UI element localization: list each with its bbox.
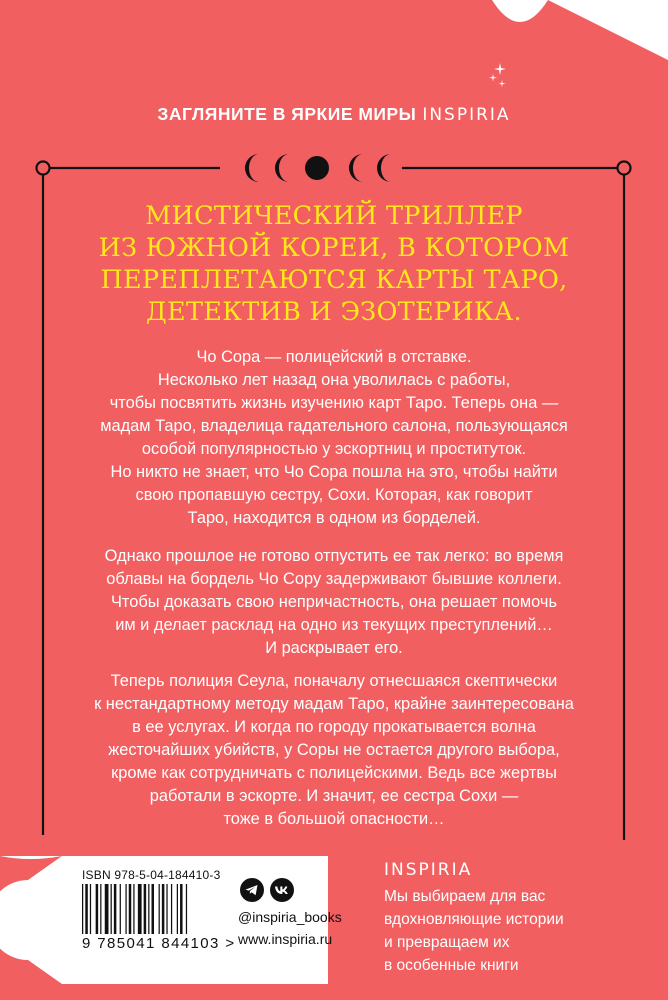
tagline-line: ПЕРЕПЛЕТАЮТСЯ КАРТЫ ТАРО, xyxy=(100,265,568,295)
text-line: облавы на бордель Чо Сору задерживают бывшие коллеги. xyxy=(106,570,562,588)
tagline xyxy=(60,200,608,328)
text-line: Несколько лет назад она уволилась с работы, xyxy=(157,371,511,389)
full-moon-icon xyxy=(305,156,329,180)
text-line: работали в эскорте. И значит, ее сестра Сохи — xyxy=(149,787,519,805)
barcode-bars xyxy=(82,884,228,934)
barcode-bar xyxy=(114,884,117,934)
series-header-brand: INSPIRIA xyxy=(422,105,511,125)
barcode-bar xyxy=(129,884,132,934)
tagline-line: МИСТИЧЕСКИЙ ТРИЛЛЕР xyxy=(145,201,523,231)
text-line: Но никто не знает, что Чо Сора пошла на это, чтобы найти xyxy=(110,463,558,481)
synopsis-paragraph-3 xyxy=(60,670,608,831)
barcode-bar xyxy=(152,884,155,934)
series-header-text: ЗАГЛЯНИТЕ В ЯРКИЕ МИРЫ xyxy=(157,104,417,124)
slogan-line: в особенные книги xyxy=(384,957,519,974)
barcode-bar xyxy=(180,884,183,934)
text-line: И раскрывает его. xyxy=(265,639,403,657)
barcode-bar xyxy=(125,884,126,934)
text-line: Чтобы доказать свою непричастность, она решает помочь xyxy=(110,593,558,611)
barcode-bar xyxy=(120,884,121,934)
slogan-line: и превращаем их xyxy=(384,934,510,951)
slogan-line: Мы выбираем для вас xyxy=(384,888,546,905)
text-line: свою пропавшую сестру, Сохи. Которая, как говорит xyxy=(135,486,533,504)
frame-knot-right xyxy=(618,162,631,175)
text-line: Однако прошлое не готово отпустить ее так легко: во время xyxy=(104,547,564,565)
barcode-bar xyxy=(138,884,142,934)
text-line: Чо Сора — полицейский в отставке. xyxy=(196,348,472,366)
text-line: в ее услугах. И когда по городу прокатывается волна xyxy=(132,718,536,736)
text-line: жесточайших убийств, у Соры не остается другого выбора, xyxy=(108,741,560,759)
barcode-bar xyxy=(100,884,101,934)
frame-knot-left xyxy=(37,162,50,175)
publisher-slogan xyxy=(384,885,644,977)
barcode-bar xyxy=(96,884,99,934)
publisher-brand: INSPIRIA xyxy=(384,860,473,880)
barcode-bar xyxy=(90,884,91,934)
barcode-bar xyxy=(82,884,83,934)
barcode-bar xyxy=(85,884,88,934)
barcode-bar xyxy=(166,884,167,934)
barcode-bar xyxy=(105,884,109,934)
telegram-icon[interactable] xyxy=(240,878,264,902)
crescent-moon-icon xyxy=(349,154,363,182)
crescent-moon-icon xyxy=(275,154,289,182)
barcode-digits: 9 785041 844103 > xyxy=(82,935,236,952)
tagline-line: ДЕТЕКТИВ И ЭЗОТЕРИКА. xyxy=(146,297,522,327)
barcode-bar xyxy=(111,884,112,934)
text-line: особой популярностью у эскортниц и проституток. xyxy=(141,440,527,458)
crescent-moon-icon xyxy=(377,154,391,182)
text-line: Таро, находится в одном из борделей. xyxy=(187,509,481,527)
text-line: им и делает расклад на одно из текущих преступлений… xyxy=(115,616,553,634)
barcode-bar xyxy=(171,884,172,934)
synopsis-paragraph-1 xyxy=(60,346,608,530)
barcode-bar xyxy=(148,884,149,934)
barcode-bar xyxy=(159,884,160,934)
tagline-line: ИЗ ЮЖНОЙ КОРЕИ, В КОТОРОМ xyxy=(98,233,570,263)
barcode-bar xyxy=(133,884,134,934)
text-line: Теперь полиция Сеула, поначалу отнесшаяся скептически xyxy=(110,672,558,690)
isbn-label: ISBN 978-5-04-184410-3 xyxy=(82,868,221,882)
website-link[interactable]: www.inspiria.ru xyxy=(238,931,333,947)
text-line: к нестандартному методу мадам Таро, крайне заинтересована xyxy=(94,695,574,713)
text-line: чтобы посвятить жизнь изучению карт Таро. Теперь она — xyxy=(109,394,559,412)
barcode-bar xyxy=(144,884,147,934)
social-handle[interactable]: @inspiria_books xyxy=(238,909,342,925)
barcode-bar xyxy=(162,884,165,934)
barcode-bar xyxy=(177,884,178,934)
crescent-moon-icon xyxy=(245,154,259,182)
text-line: мадам Таро, владелица гадательного салона, пользующаяся xyxy=(100,417,568,435)
synopsis-paragraph-2 xyxy=(60,545,608,660)
vk-icon[interactable] xyxy=(270,878,294,902)
moon-phases xyxy=(245,152,425,184)
text-line: кроме как сотрудничать с полицейскими. Ведь все жертвы xyxy=(111,764,557,782)
slogan-line: вдохновляющие истории xyxy=(384,911,564,928)
text-line: тоже в большой опасности… xyxy=(223,810,445,828)
barcode-bar xyxy=(186,884,187,934)
